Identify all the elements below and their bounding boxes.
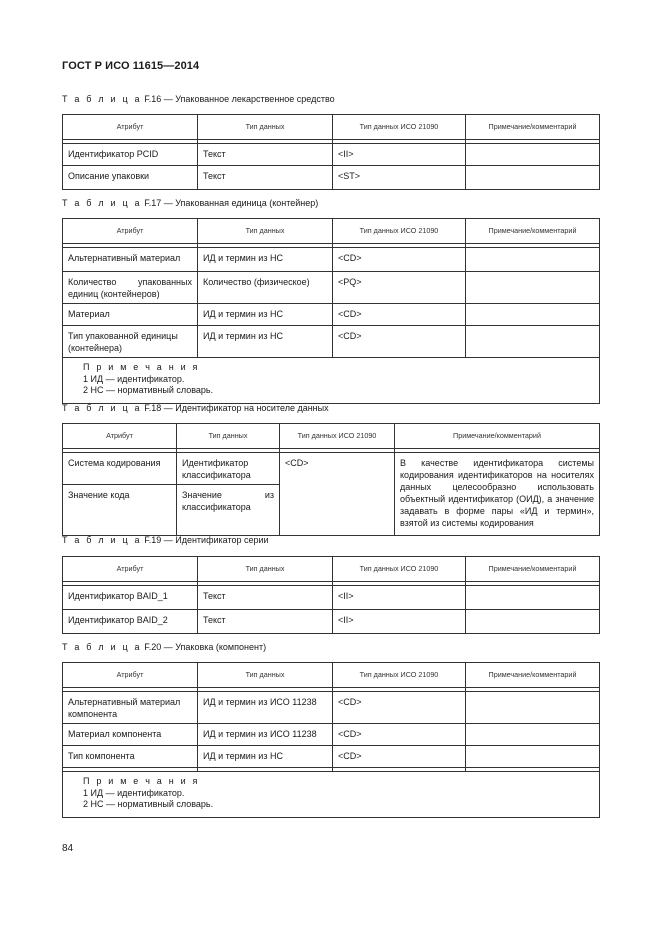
table-row [63, 746, 600, 768]
caption-prefix: Т а б л и ц а [62, 535, 142, 545]
table-row [63, 326, 600, 358]
cell-note [466, 272, 600, 304]
header-note: Примечание/комментарий [466, 219, 600, 244]
caption-title: F.16 — Упакованное лекарственное средство [144, 94, 335, 104]
note-line: 2 НС — нормативный словарь. [83, 799, 214, 809]
cell-note [466, 692, 600, 724]
cell-note [466, 304, 600, 326]
header-iso-type: Тип данных ИСО 21090 [333, 115, 466, 140]
cell-iso-type: <ST> [333, 166, 466, 190]
table-row [63, 304, 600, 326]
table-row [63, 166, 600, 190]
cell-attribute: Тип упакованной единицы (контейнера) [63, 326, 198, 358]
cell-attribute: Идентификатор BAID_2 [63, 610, 198, 634]
cell-data-type: Текст [198, 610, 333, 634]
notes-title: П р и м е ч а н и я [83, 776, 200, 786]
cell-note [466, 724, 600, 746]
header-note: Примечание/комментарий [466, 115, 600, 140]
cell-iso-type: <II> [333, 610, 466, 634]
cell-data-type: ИД и термин из НС [198, 326, 333, 358]
header-iso-type: Тип данных ИСО 21090 [280, 424, 395, 449]
table-row [63, 272, 600, 304]
table-header-row [63, 663, 600, 688]
cell-data-type: ИД и термин из НС [198, 248, 333, 272]
cell-note [466, 166, 600, 190]
page-number: 84 [62, 843, 74, 854]
cell-attribute: Система кодирования [63, 453, 177, 485]
table-f18 [62, 423, 600, 536]
cell-iso-type: <II> [333, 586, 466, 610]
table-f16 [62, 114, 600, 190]
cell-note [466, 610, 600, 634]
cell-note: В качестве идентификатора системы кодирования идентификаторов на носителях данных целесообразно использовать объектный идентификатор (ОИД), а значение задавать в форме пары «ИД и термин», взятой из системы кодирования [395, 453, 600, 536]
caption-prefix: Т а б л и ц а [62, 403, 142, 413]
cell-attribute: Альтернативный материал [63, 248, 198, 272]
header-data-type: Тип данных [198, 663, 333, 688]
header-note: Примечание/комментарий [466, 557, 600, 582]
table-header-row [63, 557, 600, 582]
table-row [63, 724, 600, 746]
cell-attribute: Альтернативный материал компонента [63, 692, 198, 724]
table-caption-f17 [62, 198, 318, 208]
header-iso-type: Тип данных ИСО 21090 [333, 663, 466, 688]
cell-data-type: Значение из классификатора [177, 485, 280, 536]
notes-title: П р и м е ч а н и я [83, 362, 200, 372]
header-data-type: Тип данных [177, 424, 280, 449]
table-caption-f19 [62, 535, 269, 545]
header-data-type: Тип данных [198, 115, 333, 140]
header-data-type: Тип данных [198, 557, 333, 582]
note-line: 1 ИД — идентификатор. [83, 787, 185, 798]
cell-data-type: Идентификатор классификатора [177, 453, 280, 485]
cell-data-type: Текст [198, 586, 333, 610]
cell-note [466, 326, 600, 358]
caption-prefix: Т а б л и ц а [62, 198, 142, 208]
cell-data-type: ИД и термин из ИСО 11238 [198, 692, 333, 724]
table-caption-f18 [62, 403, 329, 413]
header-data-type: Тип данных [198, 219, 333, 244]
table-header-row [63, 219, 600, 244]
table-caption-f20 [62, 642, 266, 652]
cell-iso-type: <PQ> [333, 272, 466, 304]
table-row [63, 248, 600, 272]
table-notes-row [63, 772, 600, 818]
table-notes-row [63, 358, 600, 404]
cell-iso-type: <II> [333, 144, 466, 166]
note-line: 2 НС — нормативный словарь. [83, 385, 214, 395]
cell-note [466, 746, 600, 768]
table-f20 [62, 662, 600, 818]
header-iso-type: Тип данных ИСО 21090 [333, 219, 466, 244]
cell-data-type: ИД и термин из НС [198, 304, 333, 326]
document-header: ГОСТ Р ИСО 11615—2014 [62, 60, 200, 72]
table-row [63, 586, 600, 610]
table-header-row [63, 424, 600, 449]
cell-iso-type: <CD> [333, 326, 466, 358]
cell-iso-type: <CD> [333, 746, 466, 768]
cell-iso-type: <CD> [333, 248, 466, 272]
cell-iso-type: <CD> [333, 724, 466, 746]
cell-iso-type: <CD> [333, 304, 466, 326]
cell-attribute: Описание упаковки [63, 166, 198, 190]
cell-note [466, 248, 600, 272]
caption-title: F.17 — Упакованная единица (контейнер) [144, 198, 319, 208]
header-note: Примечание/комментарий [395, 424, 600, 449]
cell-data-type: Количество (физическое) [198, 272, 333, 304]
cell-data-type: ИД и термин из ИСО 11238 [198, 724, 333, 746]
caption-prefix: Т а б л и ц а [62, 642, 142, 652]
table-row [63, 692, 600, 724]
table-caption-f16 [62, 94, 335, 104]
cell-attribute: Тип компонента [63, 746, 198, 768]
caption-title: F.19 — Идентификатор серии [144, 535, 269, 545]
caption-title: F.18 — Идентификатор на носителе данных [144, 403, 329, 413]
cell-attribute: Идентификатор BAID_1 [63, 586, 198, 610]
table-row [63, 453, 600, 485]
table-f17 [62, 218, 600, 404]
header-note: Примечание/комментарий [466, 663, 600, 688]
cell-iso-type: <CD> [333, 692, 466, 724]
cell-attribute: Количество упакованных единиц (контейнеров) [63, 272, 198, 304]
note-line: 1 ИД — идентификатор. [83, 373, 185, 384]
table-f19 [62, 556, 600, 634]
header-attribute: Атрибут [63, 115, 198, 140]
table-notes [63, 358, 600, 404]
caption-prefix: Т а б л и ц а [62, 94, 142, 104]
header-attribute: Атрибут [63, 219, 198, 244]
cell-data-type: Текст [198, 166, 333, 190]
cell-attribute: Идентификатор PCID [63, 144, 198, 166]
cell-data-type: ИД и термин из НС [198, 746, 333, 768]
table-row [63, 610, 600, 634]
cell-iso-type: <CD> [280, 453, 395, 536]
cell-attribute: Материал [63, 304, 198, 326]
table-row [63, 144, 600, 166]
caption-title: F.20 — Упаковка (компонент) [144, 642, 267, 652]
cell-attribute: Материал компонента [63, 724, 198, 746]
table-header-row [63, 115, 600, 140]
header-attribute: Атрибут [63, 663, 198, 688]
cell-attribute: Значение кода [63, 485, 177, 536]
table-notes [63, 772, 600, 818]
header-iso-type: Тип данных ИСО 21090 [333, 557, 466, 582]
header-attribute: Атрибут [63, 557, 198, 582]
cell-note [466, 586, 600, 610]
cell-data-type: Текст [198, 144, 333, 166]
cell-note [466, 144, 600, 166]
header-attribute: Атрибут [63, 424, 177, 449]
